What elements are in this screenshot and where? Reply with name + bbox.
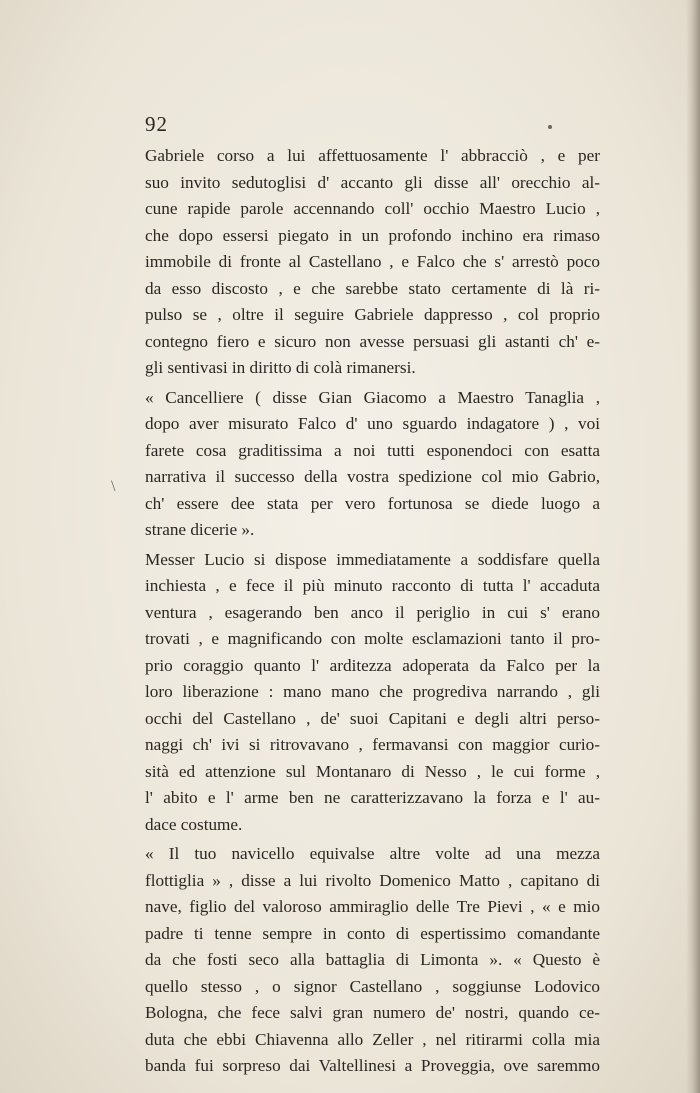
text-line: da che fosti seco alla battaglia di Limonta ». « Questo è (145, 950, 600, 969)
text-line: ventura , esagerando ben anco il periglio in cui s' erano (145, 602, 600, 622)
text-line: flottiglia » , disse a lui rivolto Domenico Matto , capitano di (145, 870, 600, 890)
text-line: sità ed attenzione sul Montanaro di Nesso , le cui forme , (145, 761, 600, 781)
text-line: ch' essere dee stata per vero fortunosa se diede luogo a (145, 493, 600, 513)
text-line: farete cosa graditissima a noi tutti esponendoci con esatta (145, 440, 600, 460)
text-line: naggi ch' ivi si ritrovavano , fermavansi con maggior curio- (145, 735, 600, 754)
margin-mark: \ (111, 478, 116, 495)
text-line: immobile di fronte al Castellano , e Falco che s' arrestò poco (145, 252, 600, 271)
text-line: che dopo essersi piegato in un profondo inchino era rimaso (145, 225, 600, 245)
paragraph-4 (145, 841, 600, 1080)
text-line: Messer Lucio si dispose immediatamente a soddisfare quella (145, 549, 600, 569)
text-line: Gabriele corso a lui affettuosamente l' abbracciò , e per (145, 146, 600, 165)
text-line: « Cancelliere ( disse Gian Giacomo a Maestro Tanaglia , (145, 387, 600, 407)
text-line: cune rapide parole accennando coll' occhio Maestro Lucio , (145, 199, 600, 218)
text-line: dace costume. (145, 814, 243, 834)
text-line: dopo aver misurato Falco d' uno sguardo indagatore ) , voi (145, 414, 600, 433)
text-line: prio coraggio quanto l' arditezza adoperata da Falco per la (145, 655, 600, 675)
ink-dot (548, 125, 552, 129)
text-line: padre ti tenne sempre in conto di espertissimo comandante (145, 923, 600, 943)
text-line: pulso se , oltre il seguire Gabriele dappresso , col proprio (145, 305, 600, 324)
text-line: suo invito sedutoglisi d' accanto gli disse all' orecchio al- (145, 172, 600, 192)
text-line: gli sentivasi in diritto di colà rimanersi. (145, 358, 416, 377)
text-line: Bologna, che fece salvi gran numero de' nostri, quando ce- (145, 1003, 600, 1022)
text-line: inchiesta , e fece il più minuto racconto di tutta l' accaduta (145, 576, 600, 595)
text-line: nave, figlio del valoroso ammiraglio delle Tre Pievi , « e mio (145, 897, 600, 916)
text-line: trovati , e magnificando con molte esclamazioni tanto il pro- (145, 629, 600, 648)
body-text (145, 143, 600, 1083)
paragraph-3 (145, 547, 600, 839)
text-line: narrativa il successo della vostra spedizione col mio Gabrio, (145, 467, 600, 486)
text-line: occhi del Castellano , de' suoi Capitani e degli altri perso- (145, 708, 600, 728)
text-line: banda fui sorpreso dai Valtellinesi a Proveggia, ove saremmo (145, 1056, 600, 1075)
paragraph-1 (145, 143, 600, 382)
page-number: 92 (145, 112, 168, 136)
paragraph-2 (145, 385, 600, 544)
text-line: strane dicerie ». (145, 520, 255, 539)
text-line: loro liberazione : mano mano che progrediva narrando , gli (145, 682, 600, 701)
text-line: « Il tuo navicello equivalse altre volte ad una mezza (145, 844, 600, 863)
text-line: contegno fiero e sicuro non avesse persuasi gli astanti ch' e- (145, 331, 600, 351)
text-line: da esso discosto , e che sarebbe stato certamente di là ri- (145, 278, 600, 298)
page-edge-shadow (686, 0, 700, 1093)
text-line: l' abito e l' arme ben ne caratterizzavano la forza e l' au- (145, 788, 600, 807)
text-line: quello stesso , o signor Castellano , soggiunse Lodovico (145, 976, 600, 996)
text-line: duta che ebbi Chiavenna allo Zeller , nel ritirarmi colla mia (145, 1029, 600, 1049)
